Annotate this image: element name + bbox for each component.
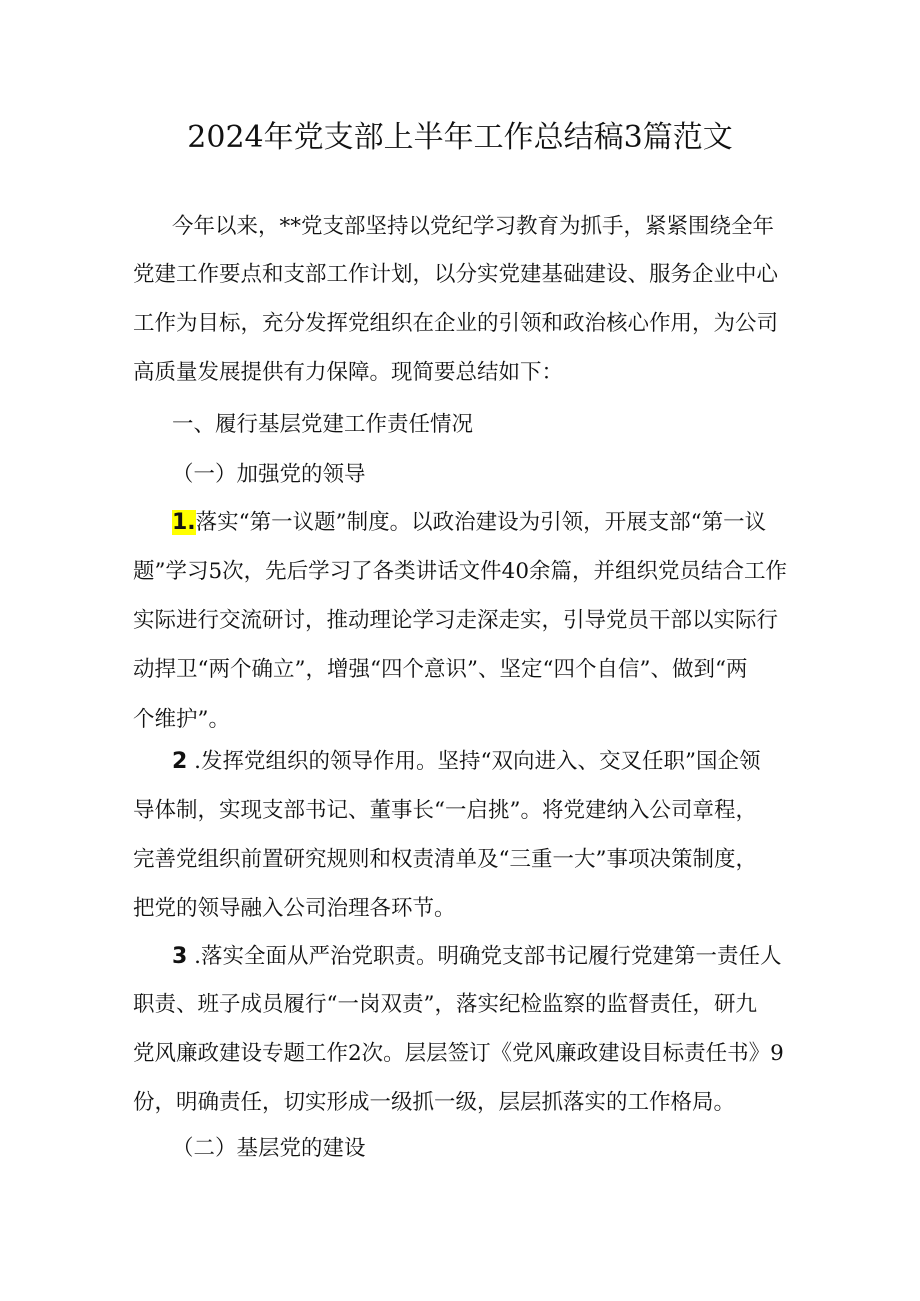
paragraph-line: 今年以来，**党支部坚持以党纪学习教育为抓手，紧紧围绕全年	[172, 214, 775, 239]
paragraph-text: 落实“第一议题”制度。以政治建设为引领，开展支部“第一议	[195, 510, 767, 535]
item-number-highlighted: 1.	[172, 510, 196, 535]
item-number: 3	[172, 944, 188, 969]
list-item	[172, 508, 832, 538]
paragraph-line: 导体制，实现支部书记、董事长“一启挑”。将党建纳入公司章程，	[133, 798, 757, 823]
paragraph-line: 职责、班子成员履行“一岗双责”，落实纪检监察的监督责任，研九	[133, 992, 757, 1017]
paragraph-line: 份，明确责任，切实形成一级抓一级，层层抓落实的工作格局。	[133, 1090, 736, 1115]
paragraph-line: 党风廉政建设专题工作2次。层层签订《党风廉政建设目标责任书》9	[133, 1041, 784, 1066]
paragraph-line: 动捍卫“两个确立”，增强“四个意识”、坚定“四个自信”、做到“两	[133, 657, 748, 682]
document-title: 2024年党支部上半年工作总结稿3篇范文	[187, 120, 733, 155]
section-heading: 一、履行基层党建工作责任情况	[172, 412, 474, 437]
subsection-heading: （一）加强党的领导	[172, 462, 366, 487]
paragraph-line: 完善党组织前置研究规则和权责清单及“三重一大”事项决策制度，	[133, 847, 757, 872]
paragraph-line: 个维护”。	[133, 707, 230, 732]
paragraph-line: 工作为目标，充分发挥党组织在企业的引领和政治核心作用，为公司	[133, 311, 779, 336]
item-number: 2	[172, 749, 188, 774]
paragraph-line: 题”学习5次，先后学习了各类讲话文件40余篇，并组织党员结合工作	[133, 559, 788, 584]
list-item	[172, 942, 832, 972]
paragraph-line: 党建工作要点和支部工作计划，以分实党建基础建设、服务企业中心	[133, 262, 779, 287]
subsection-heading: （二）基层党的建设	[172, 1136, 366, 1161]
paragraph-text: .发挥党组织的领导作用。坚持“双向进入、交叉任职”国企领	[194, 749, 761, 774]
paragraph-line: 把党的领导融入公司治理各环节。	[133, 896, 456, 921]
paragraph-line: 高质量发展提供有力保障。现简要总结如下：	[133, 360, 564, 385]
list-item	[172, 747, 832, 777]
paragraph-line: 实际进行交流研讨，推动理论学习走深走实，引导党员干部以实际行	[133, 608, 779, 633]
paragraph-text: .落实全面从严治党职责。明确党支部书记履行党建第一责任人	[194, 944, 782, 969]
